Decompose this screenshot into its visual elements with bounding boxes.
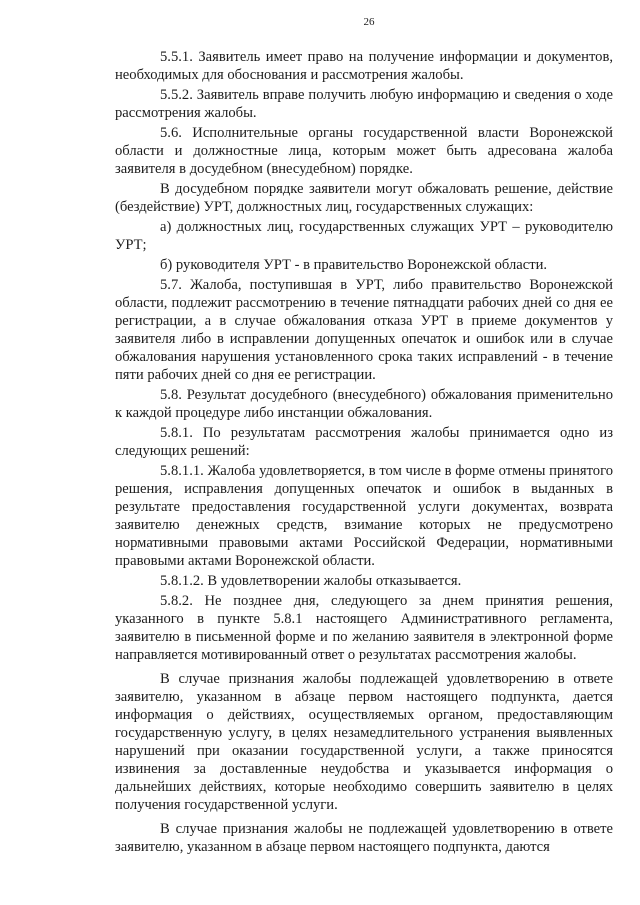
paragraph-5-8: 5.8. Результат досудебного (внесудебного) обжалования применительно к каждой процедуре либо инстанции обжалования. [115, 387, 613, 421]
document-body [115, 48, 613, 856]
paragraph-5-8-1-1: 5.8.1.1. Жалоба удовлетворяется, в том числе в форме отмены принятого решения, исправления допущенных опечаток и ошибок в выданных в результате предоставления государственной услуги документах, возврата заявителю денежных средств, взимание которых не предусмотрено нормативными правовыми актами Российской Федерации, нормативными правовыми актами Воронежской области. [115, 463, 613, 569]
paragraph-5-8-2: 5.8.2. Не позднее дня, следующего за днем принятия решения, указанного в пункте 5.8.1 настоящего Административного регламента, заявителю в письменной форме и по желанию заявителя в электронной форме направляется мотивированный ответ о результатах рассмотрения жалобы. [115, 593, 613, 663]
paragraph-5-5-2: 5.5.2. Заявитель вправе получить любую информацию и сведения о ходе рассмотрения жалобы. [115, 87, 613, 121]
paragraph-5-8-1: 5.8.1. По результатам рассмотрения жалобы принимается одно из следующих решений: [115, 425, 613, 459]
paragraph-item-a: а) должностных лиц, государственных служащих УРТ – руководителю УРТ; [115, 219, 613, 253]
page-number: 26 [363, 16, 375, 28]
paragraph-item-b: б) руководителя УРТ - в правительство Воронежской области. [160, 257, 548, 273]
paragraph-5-5-1: 5.5.1. Заявитель имеет право на получение информации и документов, необходимых для обоснования и рассмотрения жалобы. [115, 49, 613, 83]
paragraph-5-6: 5.6. Исполнительные органы государственной власти Воронежской области и должностные лица, которым может быть адресована жалоба заявителя в досудебном (внесудебном) порядке. [115, 125, 613, 177]
paragraph-complaint-rejected: В случае признания жалобы не подлежащей удовлетворению в ответе заявителю, указанном в абзаце первом настоящего подпункта, даются [115, 821, 613, 855]
paragraph-5-8-1-2: 5.8.1.2. В удовлетворении жалобы отказывается. [160, 573, 462, 589]
paragraph-pretrial-appeal: В досудебном порядке заявители могут обжаловать решение, действие (бездействие) УРТ, должностных лиц, государственных служащих: [115, 181, 613, 215]
paragraph-complaint-satisfied: В случае признания жалобы подлежащей удовлетворению в ответе заявителю, указанном в абзаце первом настоящего подпункта, дается информация о действиях, осуществляемых органом, предоставляющим государственную услугу, в целях незамедлительного устранения выявленных нарушений при оказании государственной услуги, а также приносятся извинения за доставленные неудобства и указывается информация о дальнейших действиях, которые необходимо совершить заявителю в целях получения государственной услуги. [115, 671, 613, 813]
paragraph-5-7: 5.7. Жалоба, поступившая в УРТ, либо правительство Воронежской области, подлежит рассмотрению в течение пятнадцати рабочих дней со дня ее регистрации, а в случае обжалования отказа УРТ в приеме документов у заявителя либо в исправлении допущенных опечаток и ошибок или в случае обжалования нарушения установленного срока таких исправлений - в течение пяти рабочих дней со дня ее регистрации. [115, 277, 613, 383]
